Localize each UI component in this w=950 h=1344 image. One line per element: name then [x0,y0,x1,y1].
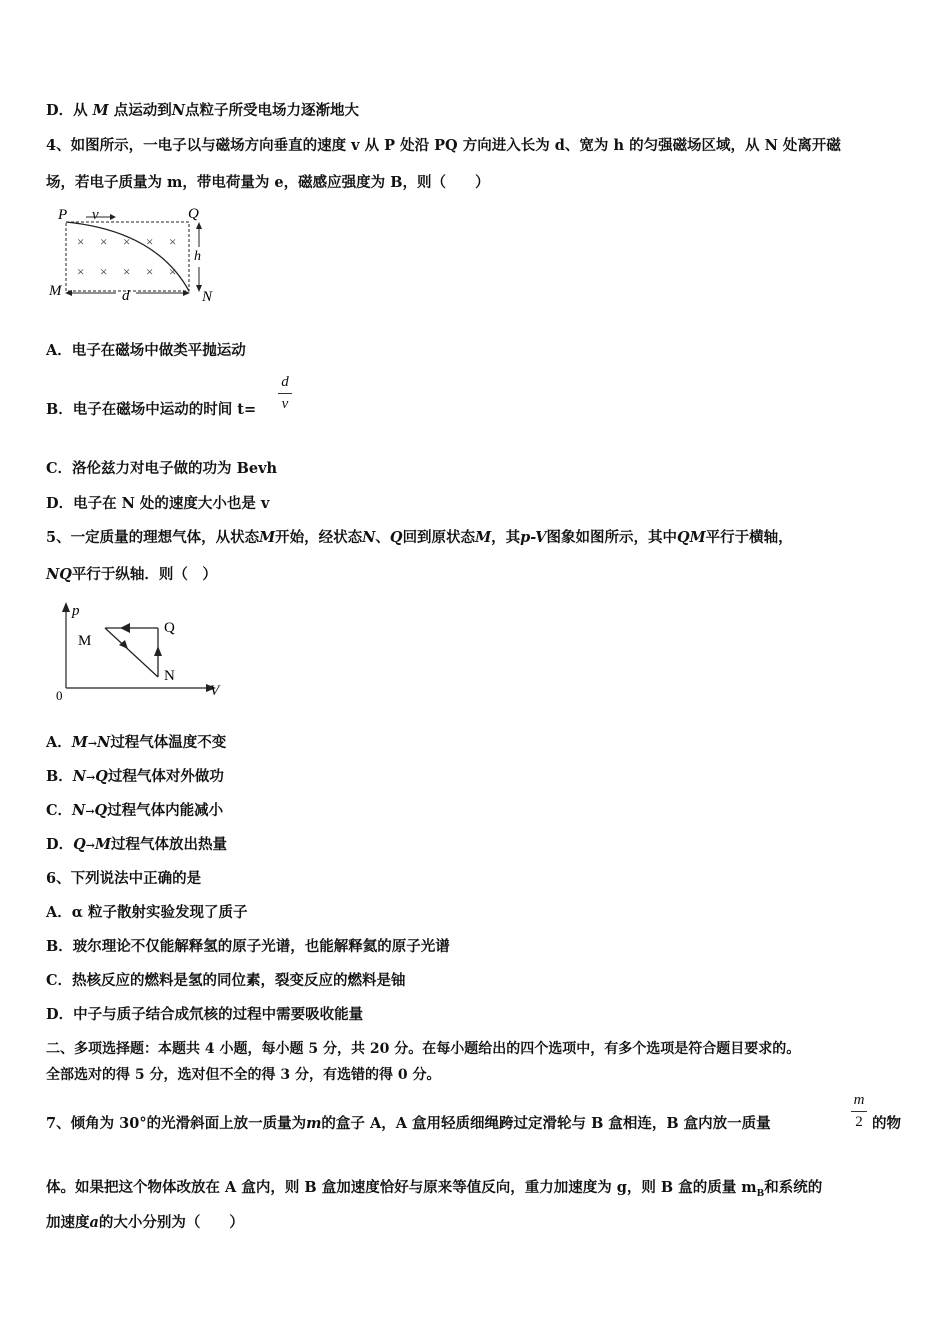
fig4-label-P: P [58,207,68,223]
q4-option-b-fraction: d v [278,374,292,413]
q7-line1: 7、倾角为 30°的光滑斜面上放一质量为m的盒子 A，A 盒用轻质细绳跨过定滑轮与 B 盒相连，B 盒内放一质量 [46,1115,771,1132]
q5-option-c: C．N→Q过程气体内能减小 [46,802,224,819]
fig5-axis-V: V [210,683,220,699]
q4-option-c: C．洛伦兹力对电子做的功为 Bevh [46,460,278,477]
q4-option-a: A．电子在磁场中做类平抛运动 [46,342,246,359]
fig4-cross: × [100,234,108,249]
fig4-cross: × [146,264,154,279]
q5-pv-diagram [50,598,230,704]
q7-fraction-m-over-2: m 2 [851,1092,867,1131]
q5-option-d: D．Q→M过程气体放出热量 [46,836,227,853]
q5-stem-line2: NQ平行于纵轴．则（ ） [46,566,217,583]
fig5-label-Q: Q [164,620,175,636]
q5-option-a: A．M→N过程气体温度不变 [46,734,227,751]
fig5-label-M: M [78,633,92,649]
q3-option-d: D．从 M 点运动到N点粒子所受电场力逐渐地大 [46,102,360,119]
fig4-cross: × [169,234,177,249]
q7-line2: 体。如果把这个物体改放在 A 盒内，则 B 盒加速度恰好与原来等值反向，重力加速度为 g，则 B 盒的质量 $m_B$和系统的 [46,1179,823,1199]
q4-option-b: B．电子在磁场中运动的时间 t= [46,401,257,418]
q7-line3: 加速度a的大小分别为（ ） [46,1214,244,1231]
fig4-cross: × [100,264,108,279]
fig4-label-v: v [92,207,99,223]
q7-line1-end: 的物 [872,1115,901,1132]
fig4-label-Q: Q [188,206,199,222]
q5-option-b: B．N→Q过程气体对外做功 [46,768,224,785]
fig4-label-h: h [194,249,201,264]
fig5-label-N: N [164,668,175,684]
fig4-label-N: N [202,289,213,305]
q6-option-d: D．中子与质子结合成氘核的过程中需要吸收能量 [46,1006,364,1023]
fig4-cross: × [146,234,154,249]
fig4-cross: × [77,234,85,249]
q4-magnetic-field-figure [46,203,226,307]
q6-option-a: A．α 粒子散射实验发现了质子 [46,904,248,921]
fig5-axis-p: p [72,603,80,619]
fig4-label-d: d [122,288,130,304]
q4-stem-line2: 场，若电子质量为 m，带电荷量为 e，磁感应强度为 B，则（ ） [46,174,490,191]
q6-option-b: B．玻尔理论不仅能解释氢的原子光谱，也能解释氦的原子光谱 [46,938,450,955]
q5-stem-line1: 5、一定质量的理想气体，从状态M开始，经状态N、Q回到原状态M，其p-V图象如图所示，其中QM平行于横轴， [46,529,793,546]
section2-heading-line2: 全部选对的得 5 分，选对但不全的得 3 分，有选错的得 0 分。 [46,1067,441,1083]
fig4-cross: × [123,234,131,249]
fig4-label-M: M [49,283,62,299]
q6-stem: 6、下列说法中正确的是 [46,870,202,887]
q4-option-d: D．电子在 N 处的速度大小也是 v [46,495,270,512]
fig4-cross: × [77,264,85,279]
q6-option-c: C．热核反应的燃料是氢的同位素，裂变反应的燃料是铀 [46,972,406,989]
q4-stem-line1: 4、如图所示，一电子以与磁场方向垂直的速度 v 从 P 处沿 PQ 方向进入长为 d、宽为 h 的匀强磁场区域，从 N 处离开磁 [46,137,841,154]
fig4-cross: × [169,264,177,279]
section2-heading-line1: 二、多项选择题：本题共 4 小题，每小题 5 分，共 20 分。在每小题给出的四个选项中，有多个选项是符合题目要求的。 [46,1041,801,1057]
fig5-origin: 0 [56,688,63,703]
fig4-cross: × [123,264,131,279]
